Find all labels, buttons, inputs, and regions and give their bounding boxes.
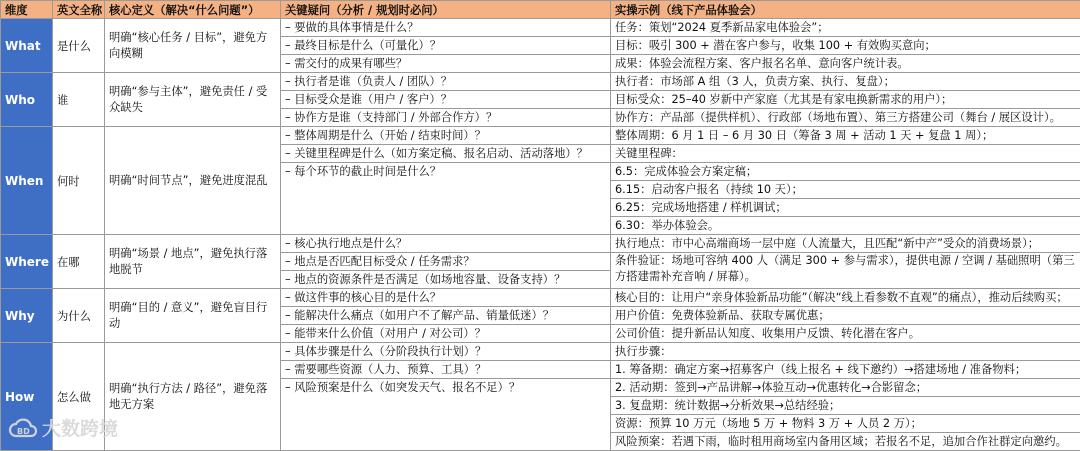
question-cell: – 具体步骤是什么（分阶段执行计划）？ (281, 343, 611, 361)
dimension-cell: Why (1, 289, 53, 343)
header-full-name: 英文全称 (53, 1, 105, 19)
question-cell: – 能带来什么价值（对用户 / 对公司）？ (281, 325, 611, 343)
question-cell: – 风险预案是什么（如突发天气、报名不足）？ (281, 379, 611, 451)
example-cell: 6.5：完成体验会方案定稿； (611, 163, 1080, 181)
question-cell: – 目标受众是谁（用户 / 客户）？ (281, 91, 611, 109)
example-cell: 成果：体验会流程方案、客户报名名单、意向客户统计表。 (611, 55, 1080, 73)
example-cell: 任务：策划“2024 夏季新品家电体验会”； (611, 19, 1080, 37)
definition-cell: 明确“时间节点”，避免进度混乱 (105, 127, 281, 235)
example-cell: 用户价值：免费体验新品、获取专属优惠； (611, 307, 1080, 325)
example-cell: 6.30：举办体验会。 (611, 217, 1080, 235)
full-name-cell: 何时 (53, 127, 105, 235)
question-cell: – 核心执行地点是什么？ (281, 235, 611, 253)
header-dimension: 维度 (1, 1, 53, 19)
example-cell: 执行地点：市中心高端商场一层中庭（人流量大，且匹配“新中产”受众的消费场景）； (611, 235, 1080, 253)
header-definition: 核心定义（解决“什么问题”） (105, 1, 281, 19)
example-cell: 2. 活动期：签到→产品讲解→体验互动→优惠转化→合影留念； (611, 379, 1080, 397)
full-name-cell: 为什么 (53, 289, 105, 343)
table-row (1, 19, 1080, 37)
example-cell: 目标受众：25–40 岁新中产家庭（尤其是有家电换新需求的用户）； (611, 91, 1080, 109)
question-cell: – 做这件事的核心目的是什么？ (281, 289, 611, 307)
table-row (1, 73, 1080, 91)
example-cell: 整体周期：6 月 1 日 – 6 月 30 日（筹备 3 周 + 活动 1 天 + 复盘 1 周）； (611, 127, 1080, 145)
example-cell: 执行者：市场部 A 组（3 人，负责方案、执行、复盘）； (611, 73, 1080, 91)
example-cell: 目标：吸引 300 + 潜在客户参与，收集 100 + 有效购买意向； (611, 37, 1080, 55)
example-cell: 关键里程碑： (611, 145, 1080, 163)
definition-cell: 明确“执行方法 / 路径”，避免落地无方案 (105, 343, 281, 451)
example-cell: 条件验证：场地可容纳 400 人（满足 300 + 参与需求），提供电源 / 空调 / 基础照明（第三方搭建需补充音响 / 屏幕）。 (611, 253, 1080, 289)
table-row (1, 235, 1080, 253)
watermark (8, 414, 118, 441)
question-cell: – 地点的资源条件是否满足（如场地容量、设备支持）？ (281, 271, 611, 289)
full-name-cell: 是什么 (53, 19, 105, 73)
watermark-text: 大数跨境 (42, 414, 118, 441)
definition-cell: 明确“目的 / 意义”，避免盲目行动 (105, 289, 281, 343)
example-cell: 1. 筹备期：确定方案→招募客户（线上报名 + 线下邀约）→搭建场地 / 准备物料； (611, 361, 1080, 379)
header-row (1, 1, 1080, 19)
dimension-cell: How (1, 343, 53, 451)
example-cell: 3. 复盘期：统计数据→分析效果→总结经验； (611, 397, 1080, 415)
example-cell: 风险预案：若遇下雨，临时租用商场室内备用区域；若报名不足，追加合作社群定向邀约。 (611, 433, 1080, 451)
question-cell: – 最终目标是什么（可量化）？ (281, 37, 611, 55)
question-cell: – 每个环节的截止时间是什么？ (281, 163, 611, 235)
definition-cell: 明确“场景 / 地点”，避免执行落地脱节 (105, 235, 281, 289)
question-cell: – 整体周期是什么（开始 / 结束时间）？ (281, 127, 611, 145)
question-cell: – 能解决什么痛点（如用户不了解产品、销量低迷）？ (281, 307, 611, 325)
header-example: 实操示例（线下产品体验会） (611, 1, 1080, 19)
example-cell: 6.15：启动客户报名（持续 10 天）； (611, 181, 1080, 199)
question-cell: – 需要哪些资源（人力、预算、工具）？ (281, 361, 611, 379)
full-name-cell: 在哪 (53, 235, 105, 289)
example-cell: 协作方：产品部（提供样机）、行政部（场地布置）、第三方搭建公司（舞台 / 展区设计）。 (611, 109, 1080, 127)
definition-cell: 明确“核心任务 / 目标”，避免方向模糊 (105, 19, 281, 73)
cloud-logo-icon (8, 416, 38, 440)
dimension-cell: What (1, 19, 53, 73)
example-cell: 执行步骤： (611, 343, 1080, 361)
svg-text:BD: BD (17, 427, 30, 436)
dimension-cell: When (1, 127, 53, 235)
example-cell: 核心目的：让用户“亲身体验新品功能”（解决“线上看参数不直观”的痛点），推动后续购买； (611, 289, 1080, 307)
header-questions: 关键疑问（分析 / 规划时必问） (281, 1, 611, 19)
question-cell: – 关键里程碑是什么（如方案定稿、报名启动、活动落地）？ (281, 145, 611, 163)
dimension-cell: Where (1, 235, 53, 289)
dimension-cell: Who (1, 73, 53, 127)
full-name-cell: 怎么做 (53, 343, 105, 451)
question-cell: – 执行者是谁（负责人 / 团队）？ (281, 73, 611, 91)
table-row (1, 343, 1080, 361)
example-cell: 公司价值：提升新品认知度、收集用户反馈、转化潜在客户。 (611, 325, 1080, 343)
table-row (1, 289, 1080, 307)
full-name-cell: 谁 (53, 73, 105, 127)
question-cell: – 协作方是谁（支持部门 / 外部合作方）？ (281, 109, 611, 127)
example-cell: 资源：预算 10 万元（场地 5 万 + 物料 3 万 + 人员 2 万）； (611, 415, 1080, 433)
question-cell: – 需交付的成果有哪些？ (281, 55, 611, 73)
example-cell: 6.25：完成场地搭建 / 样机调试； (611, 199, 1080, 217)
question-cell: – 要做的具体事情是什么？ (281, 19, 611, 37)
definition-cell: 明确“参与主体”，避免责任 / 受众缺失 (105, 73, 281, 127)
table-row (1, 127, 1080, 145)
question-cell: – 地点是否匹配目标受众 / 任务需求？ (281, 253, 611, 271)
